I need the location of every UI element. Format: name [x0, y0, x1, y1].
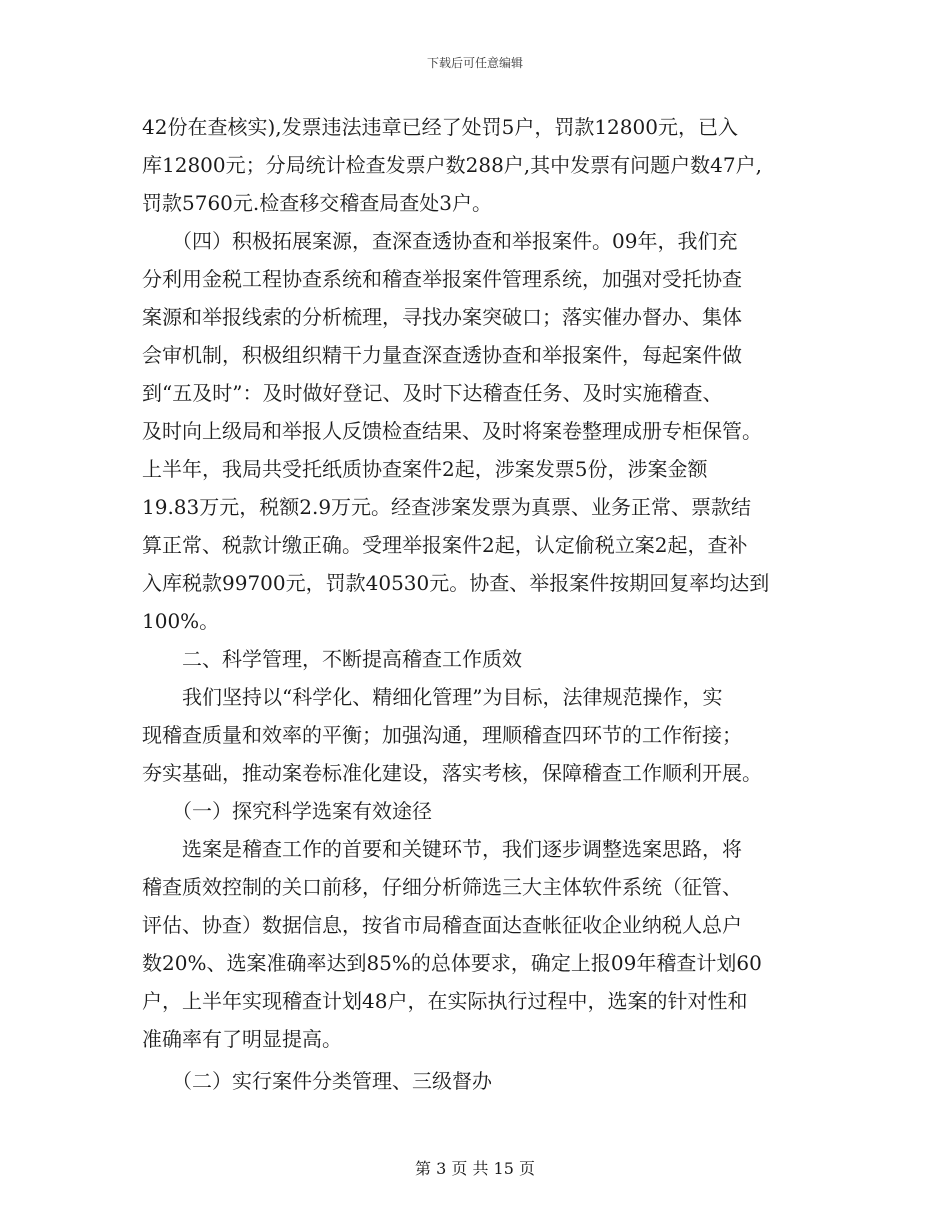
body-line: 上半年，我局共受托纸质协查案件2起，涉案发票5份，涉案金额	[142, 457, 708, 481]
body-line: 100%。	[142, 609, 220, 633]
body-line: 稽查质效控制的关口前移，仔细分析筛选三大主体软件系统（征管、	[142, 875, 742, 899]
body-line: 案源和举报线索的分析梳理，寻找办案突破口；落实催办督办、集体	[142, 305, 742, 329]
body-line: 现稽查质量和效率的平衡；加强沟通，理顺稽查四环节的工作衔接；	[142, 723, 742, 747]
section-heading: 二、科学管理，不断提高稽查工作质效	[142, 647, 522, 671]
body-line: 我们坚持以“科学化、精细化管理”为目标，法律规范操作，实	[142, 685, 723, 709]
body-line: 入库税款99700元，罚款40530元。协查、举报案件按期回复率均达到	[142, 571, 770, 595]
subsection-heading: （一）探究科学选案有效途径	[142, 799, 432, 823]
body-line: 42份在查核实),发票违法违章已经了处罚5户，罚款12800元，已入	[142, 115, 738, 139]
body-line: 及时向上级局和举报人反馈检查结果、及时将案卷整理成册专柜保管。	[142, 419, 762, 443]
subsection-heading: （二）实行案件分类管理、三级督办	[142, 1069, 492, 1093]
body-line: 夯实基础，推动案卷标准化建设，落实考核，保障稽查工作顺利开展。	[142, 761, 762, 785]
body-line: 库12800元；分局统计检查发票户数288户,其中发票有问题户数47户,	[142, 153, 762, 177]
body-line: 分利用金税工程协查系统和稽查举报案件管理系统，加强对受托协查	[142, 267, 742, 291]
body-line: 到“五及时”：及时做好登记、及时下达稽查任务、及时实施稽查、	[142, 381, 723, 405]
body-line: 会审机制，积极组织精干力量查深查透协查和举报案件，每起案件做	[142, 343, 742, 367]
document-body	[142, 108, 812, 1100]
body-line: 选案是稽查工作的首要和关键环节，我们逐步调整选案思路，将	[142, 837, 742, 861]
body-line: 准确率有了明显提高。	[142, 1027, 342, 1051]
body-line: 数20%、选案准确率达到85%的总体要求，确定上报09年稽查计划60	[142, 951, 762, 975]
page-number: 第 3 页 共 15 页	[415, 1159, 535, 1178]
body-line: 罚款5760元.检查移交稽查局查处3户。	[142, 191, 492, 215]
body-line: 算正常、税款计缴正确。受理举报案件2起，认定偷税立案2起，查补	[142, 533, 748, 557]
page-header: 下载后可任意编辑	[426, 56, 523, 70]
body-line: 评估、协查）数据信息，按省市局稽查面达查帐征收企业纳税人总户	[142, 913, 742, 937]
body-line: 19.83万元，税额2.9万元。经查涉案发票为真票、业务正常、票款结	[142, 495, 752, 519]
body-line: （四）积极拓展案源，查深查透协查和举报案件。09年，我们充	[142, 229, 738, 253]
body-line: 户，上半年实现稽查计划48户，在实际执行过程中，选案的针对性和	[142, 989, 748, 1013]
